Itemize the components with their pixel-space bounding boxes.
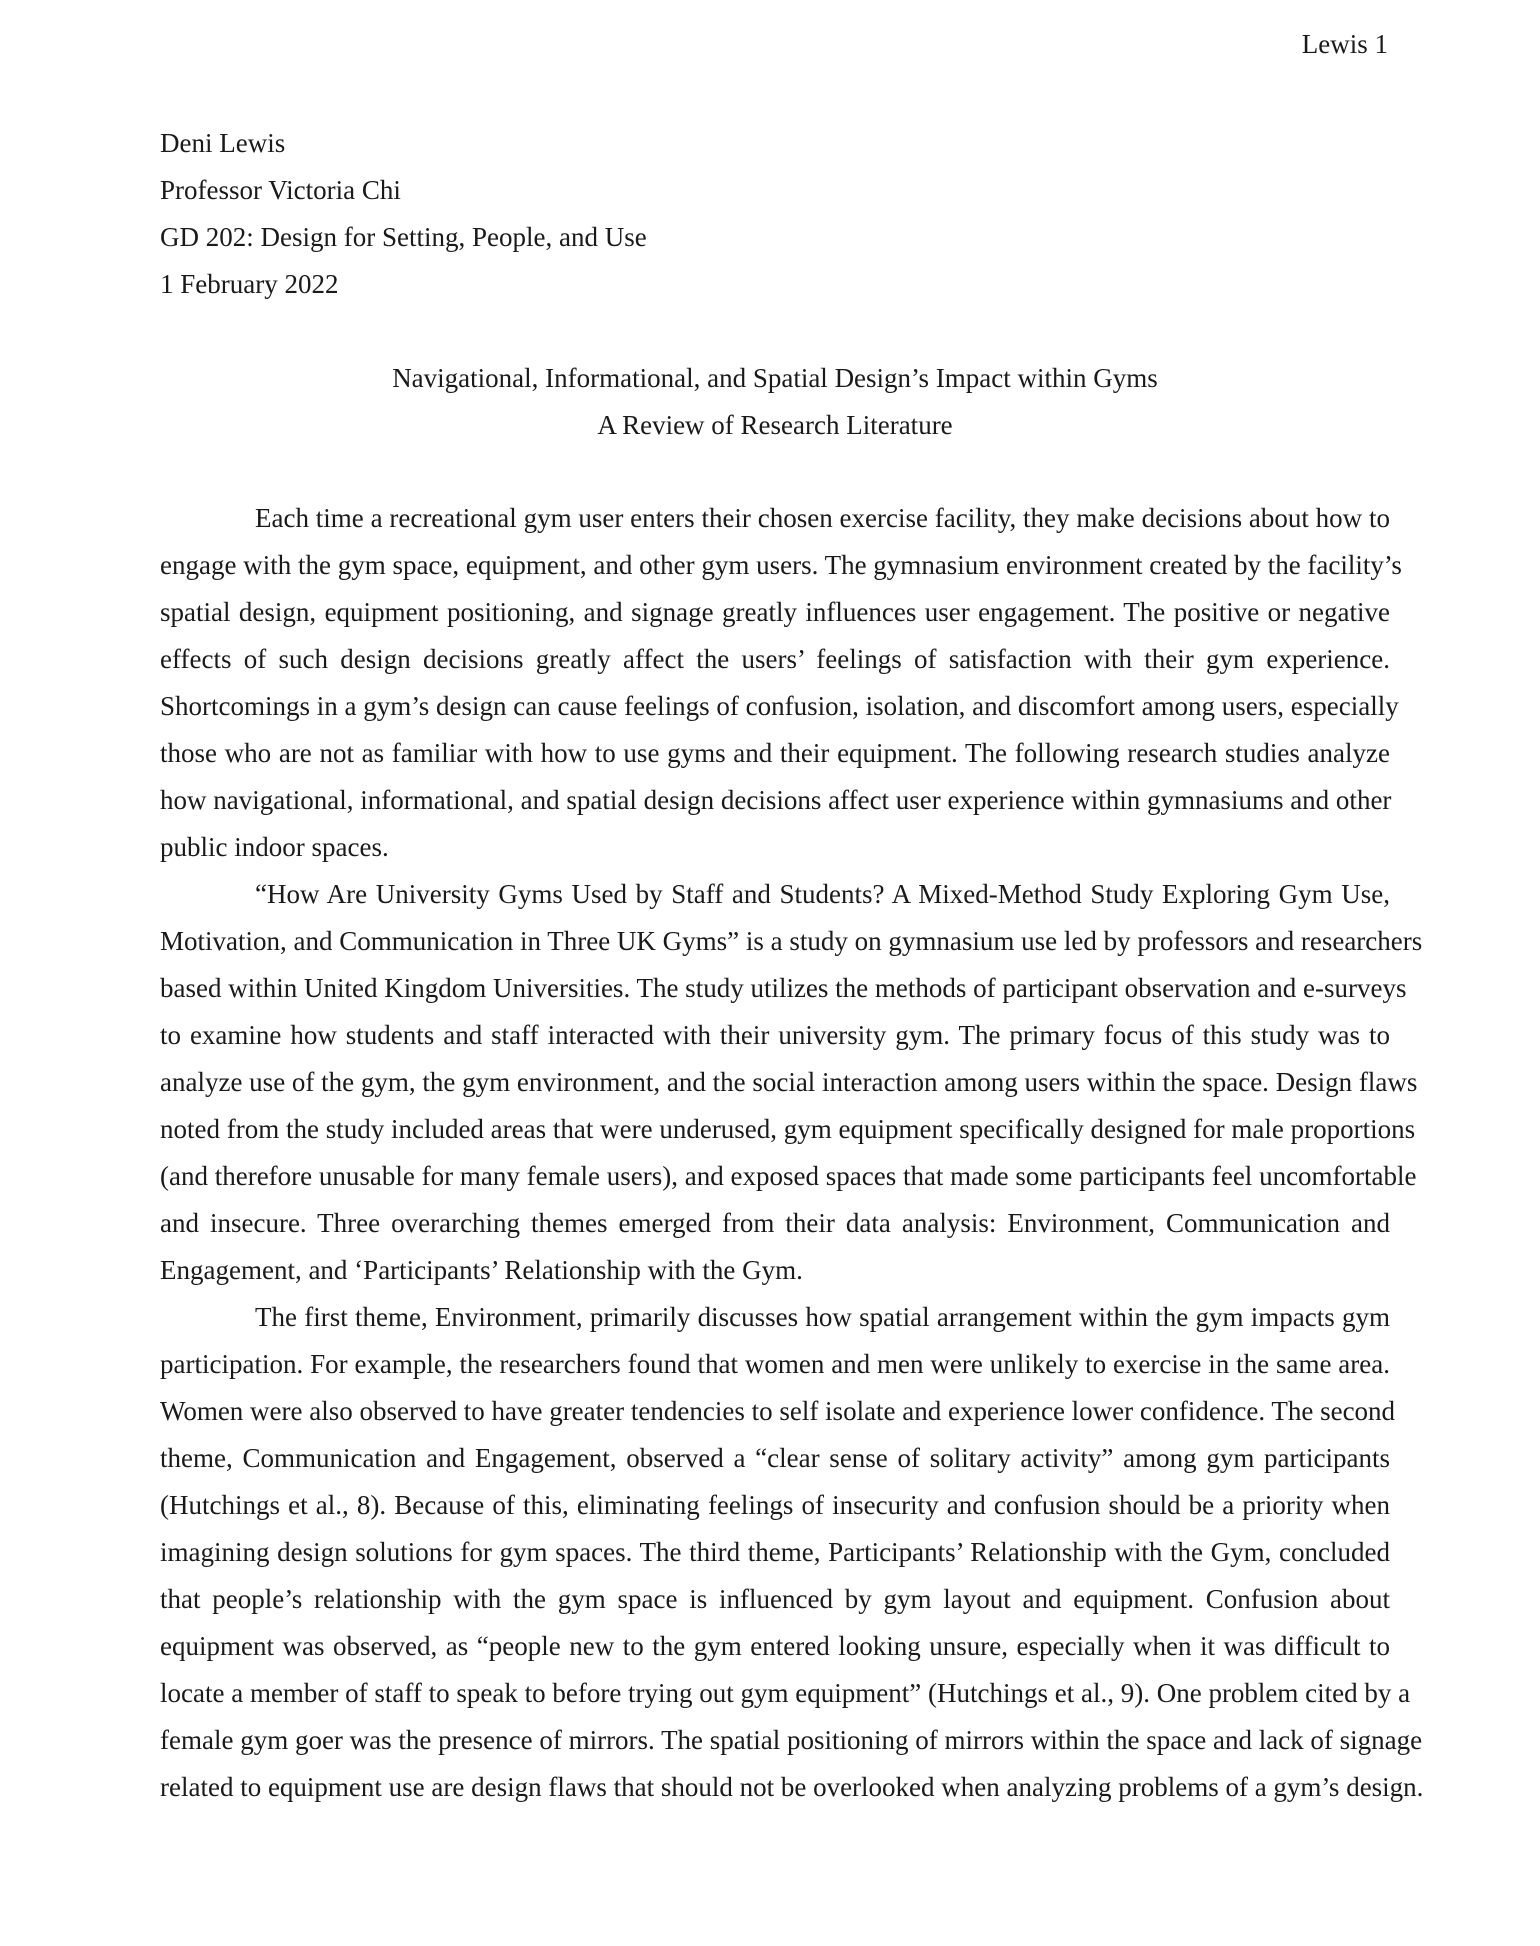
text-line: and insecure. Three overarching themes emerged from their data analysis: Environment, Communication and xyxy=(160,1208,1390,1238)
text-line: noted from the study included areas that were underused, gym equipment specifically designed for male proportions xyxy=(160,1114,1416,1144)
body-text xyxy=(160,495,1424,1811)
paper-title: Navigational, Informational, and Spatial Design’s Impact within Gyms xyxy=(392,363,1158,393)
text-line: Women were also observed to have greater tendencies to self isolate and experience lower confidence. The second xyxy=(160,1396,1396,1426)
professor-name: Professor Victoria Chi xyxy=(160,175,401,205)
paragraph-3 xyxy=(160,1294,1424,1811)
text-line: Engagement, and ‘Participants’ Relationship with the Gym. xyxy=(160,1255,803,1285)
text-line: equipment was observed, as “people new to the gym entered looking unsure, especially when it was difficult to xyxy=(160,1631,1390,1661)
text-line: The first theme, Environment, primarily discusses how spatial arrangement within the gym impacts gym xyxy=(255,1302,1390,1332)
text-line: public indoor spaces. xyxy=(160,832,389,862)
text-line: Each time a recreational gym user enters their chosen exercise facility, they make decisions about how to xyxy=(255,503,1390,533)
text-line: (and therefore unusable for many female users), and exposed spaces that made some participants feel uncomfortable xyxy=(160,1161,1417,1191)
text-line: “How Are University Gyms Used by Staff and Students? A Mixed-Method Study Exploring Gym Use, xyxy=(255,879,1390,909)
text-line: effects of such design decisions greatly affect the users’ feelings of satisfaction with their gym experience. xyxy=(160,644,1390,674)
text-line: imagining design solutions for gym spaces. The third theme, Participants’ Relationship with the Gym, concluded xyxy=(160,1537,1390,1567)
student-name: Deni Lewis xyxy=(160,128,286,158)
paper-title-block xyxy=(160,355,1390,449)
text-line: to examine how students and staff interacted with their university gym. The primary focus of this study was to xyxy=(160,1020,1390,1050)
text-line: Motivation, and Communication in Three UK Gyms” is a study on gymnasium use led by professors and researchers xyxy=(160,926,1423,956)
text-line: analyze use of the gym, the gym environment, and the social interaction among users within the space. Design flaws xyxy=(160,1067,1418,1097)
text-line: that people’s relationship with the gym space is influenced by gym layout and equipment. Confusion about xyxy=(160,1584,1390,1614)
mla-heading xyxy=(160,120,1390,308)
course-name: GD 202: Design for Setting, People, and Use xyxy=(160,222,647,252)
paper-date: 1 February 2022 xyxy=(160,269,339,299)
text-line: theme, Communication and Engagement, observed a “clear sense of solitary activity” among gym participants xyxy=(160,1443,1390,1473)
text-line: based within United Kingdom Universities. The study utilizes the methods of participant observation and e-surveys xyxy=(160,973,1407,1003)
text-line: how navigational, informational, and spatial design decisions affect user experience within gymnasiums and other xyxy=(160,785,1392,815)
text-line: Shortcomings in a gym’s design can cause feelings of confusion, isolation, and discomfort among users, especially xyxy=(160,691,1399,721)
text-line: related to equipment use are design flaws that should not be overlooked when analyzing problems of a gym’s design. xyxy=(160,1772,1424,1802)
paragraph-1 xyxy=(160,495,1402,871)
text-line: engage with the gym space, equipment, and other gym users. The gymnasium environment created by the facility’s xyxy=(160,550,1402,580)
text-line: (Hutchings et al., 8). Because of this, eliminating feelings of insecurity and confusion should be a priority when xyxy=(160,1490,1390,1520)
text-line: locate a member of staff to speak to before trying out gym equipment” (Hutchings et al., 9). One problem cited by a xyxy=(160,1678,1411,1708)
text-line: female gym goer was the presence of mirrors. The spatial positioning of mirrors within the space and lack of signage xyxy=(160,1725,1423,1755)
running-head: Lewis 1 xyxy=(1301,29,1388,59)
text-line: spatial design, equipment positioning, and signage greatly influences user engagement. The positive or negative xyxy=(160,597,1390,627)
paragraph-2 xyxy=(160,871,1423,1294)
text-line: those who are not as familiar with how to use gyms and their equipment. The following research studies analyze xyxy=(160,738,1390,768)
paper-subtitle: A Review of Research Literature xyxy=(597,410,953,440)
text-line: participation. For example, the researchers found that women and men were unlikely to exercise in the same area. xyxy=(160,1349,1390,1379)
